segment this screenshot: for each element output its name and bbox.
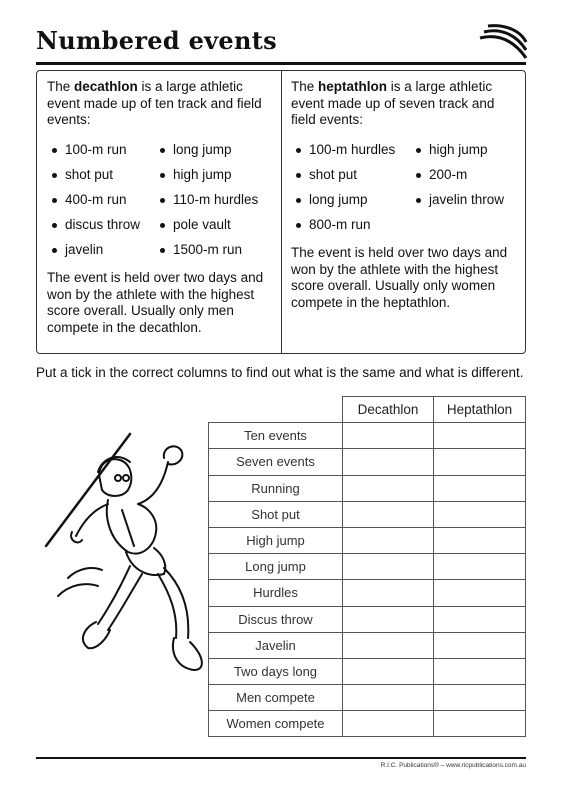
swoosh-logo-icon xyxy=(478,24,528,64)
list-item: 400-m run xyxy=(47,192,155,209)
list-item: 200-m xyxy=(411,167,523,184)
row-label: Women compete xyxy=(209,711,343,737)
heptathlon-column xyxy=(291,79,519,311)
tick-cell[interactable] xyxy=(343,475,434,501)
table-row xyxy=(209,449,526,475)
table-row xyxy=(209,580,526,606)
row-label: Discus throw xyxy=(209,606,343,632)
tick-cell[interactable] xyxy=(434,606,526,632)
row-label: Men compete xyxy=(209,685,343,711)
tick-cell[interactable] xyxy=(343,449,434,475)
tick-cell[interactable] xyxy=(434,501,526,527)
tick-cell[interactable] xyxy=(343,606,434,632)
decathlon-intro: The decathlon is a large athletic event made up of ten track and field events: xyxy=(47,79,262,127)
list-item: 110-m hurdles xyxy=(155,192,275,209)
list-item: 800-m run xyxy=(291,217,411,234)
tick-cell[interactable] xyxy=(343,501,434,527)
row-label: Two days long xyxy=(209,658,343,684)
row-label: Javelin xyxy=(209,632,343,658)
table-row xyxy=(209,606,526,632)
instructions: Put a tick in the correct columns to find out what is the same and what is different. xyxy=(36,365,524,380)
footer-rule xyxy=(36,757,526,759)
row-label: Hurdles xyxy=(209,580,343,606)
tick-table xyxy=(208,396,526,737)
list-item: shot put xyxy=(47,167,155,184)
list-item: long jump xyxy=(155,142,275,159)
row-label: High jump xyxy=(209,527,343,553)
decathlon-term: decathlon xyxy=(74,79,138,94)
list-item: discus throw xyxy=(47,217,155,234)
tick-cell[interactable] xyxy=(343,711,434,737)
table-row xyxy=(209,658,526,684)
decathlon-event-list xyxy=(47,142,275,259)
table-row xyxy=(209,711,526,737)
row-label: Shot put xyxy=(209,501,343,527)
table-corner xyxy=(209,397,343,423)
tick-cell[interactable] xyxy=(343,527,434,553)
tick-cell[interactable] xyxy=(434,475,526,501)
list-item: 100-m hurdles xyxy=(291,142,411,159)
javelin-athlete-illustration xyxy=(38,428,208,688)
tick-cell[interactable] xyxy=(343,632,434,658)
table-row xyxy=(209,527,526,553)
list-item: high jump xyxy=(155,167,275,184)
page-title: Numbered events xyxy=(36,26,277,55)
table-row xyxy=(209,685,526,711)
tick-cell[interactable] xyxy=(343,685,434,711)
decathlon-note: The event is held over two days and won by the athlete with the highest score overall. Usually only men compete in the decathlon. xyxy=(47,270,264,335)
row-label: Seven events xyxy=(209,449,343,475)
list-item: javelin xyxy=(47,242,155,259)
footer-credit: R.I.C. Publications® – www.ricpublications.com.au xyxy=(380,762,526,769)
heptathlon-term: heptathlon xyxy=(318,79,388,94)
tick-cell[interactable] xyxy=(343,423,434,449)
list-item: 1500-m run xyxy=(155,242,275,259)
row-label: Running xyxy=(209,475,343,501)
table-row xyxy=(209,475,526,501)
table-row xyxy=(209,423,526,449)
column-header: Heptathlon xyxy=(434,397,526,423)
tick-cell[interactable] xyxy=(343,580,434,606)
tick-cell[interactable] xyxy=(434,527,526,553)
tick-cell[interactable] xyxy=(343,658,434,684)
tick-cell[interactable] xyxy=(434,711,526,737)
tick-cell[interactable] xyxy=(434,658,526,684)
tick-cell[interactable] xyxy=(434,632,526,658)
tick-cell[interactable] xyxy=(434,685,526,711)
list-item: long jump xyxy=(291,192,411,209)
row-label: Long jump xyxy=(209,554,343,580)
table-row xyxy=(209,554,526,580)
table-row xyxy=(209,501,526,527)
list-item: shot put xyxy=(291,167,411,184)
decathlon-column xyxy=(47,79,275,336)
tick-cell[interactable] xyxy=(343,554,434,580)
list-item: 100-m run xyxy=(47,142,155,159)
row-label: Ten events xyxy=(209,423,343,449)
list-item: pole vault xyxy=(155,217,275,234)
heptathlon-event-list xyxy=(291,142,519,234)
tick-cell[interactable] xyxy=(434,554,526,580)
tick-cell[interactable] xyxy=(434,449,526,475)
column-header: Decathlon xyxy=(343,397,434,423)
table-row xyxy=(209,632,526,658)
heptathlon-note: The event is held over two days and won by the athlete with the highest score overall. Usually only women compete in the heptathlon. xyxy=(291,245,508,310)
tick-cell[interactable] xyxy=(434,580,526,606)
heptathlon-intro: The heptathlon is a large athletic event made up of seven track and field events: xyxy=(291,79,495,127)
list-item: high jump xyxy=(411,142,523,159)
info-divider xyxy=(281,71,282,353)
title-rule xyxy=(36,62,526,65)
info-box xyxy=(36,70,526,354)
list-item: javelin throw xyxy=(411,192,523,209)
tick-cell[interactable] xyxy=(434,423,526,449)
